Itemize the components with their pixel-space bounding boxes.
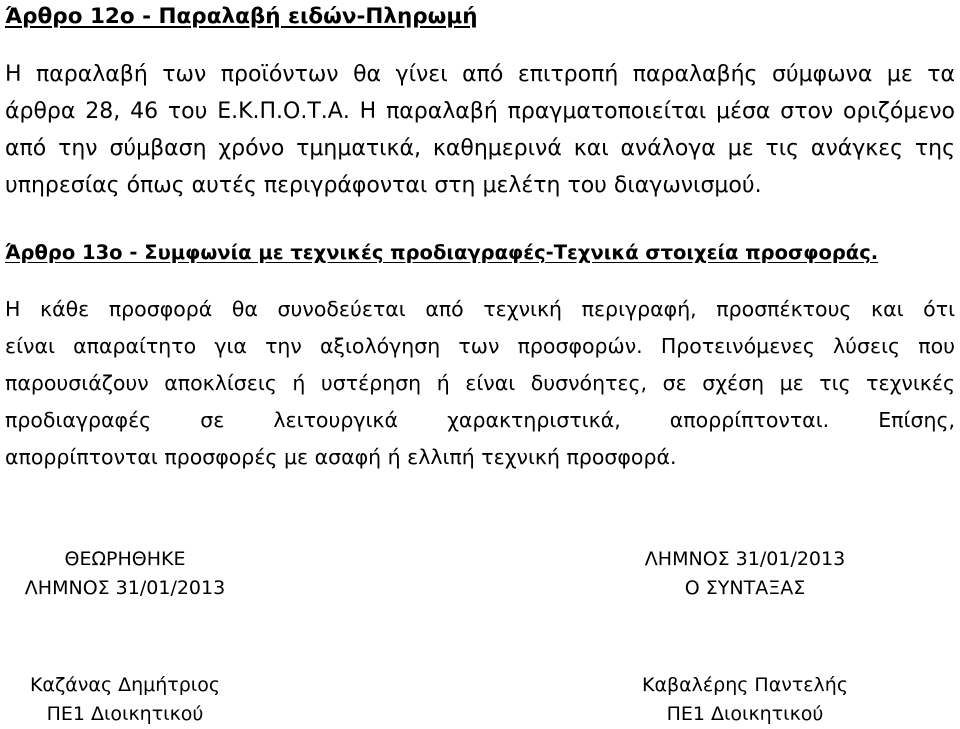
paragraph-line: υπηρεσίας όπως αυτές περιγράφονται στη μελέτη του διαγωνισμού. — [5, 173, 762, 198]
right-signatory-name: Καβαλέρης Παντελής — [641, 674, 848, 696]
paragraph-line: είναι απαραίτητο για την αξιολόγηση των προσφορών. Προτεινόμενες λύσεις που — [5, 334, 955, 358]
left-signatory-name: Καζάνας Δημήτριος — [29, 674, 221, 696]
article-12-heading: Άρθρο 12ο - Παραλαβή ειδών-Πληρωμή — [5, 4, 478, 29]
left-status: ΘΕΩΡΗΘΗΚΕ — [64, 548, 186, 570]
paragraph-line: παρουσιάζουν αποκλίσεις ή υστέρηση ή είναι δυσνόητες, σε σχέση με τις τεχνικές — [5, 371, 955, 395]
paragraph-line: προδιαγραφές σε λειτουργικά χαρακτηριστικά, απορρίπτονται. Επίσης, — [5, 408, 955, 432]
right-signature-header — [615, 545, 875, 603]
paragraph-line: Η κάθε προσφορά θα συνοδεύεται από τεχνική περιγραφή, προσπέκτους και ότι — [5, 297, 955, 321]
paragraph-line: άρθρα 28, 46 του Ε.Κ.Π.Ο.Τ.Α. Η παραλαβή πραγματοποιείται μέσα στον οριζόμενο — [5, 99, 955, 124]
article-13-paragraph — [5, 291, 955, 476]
right-signatory — [615, 671, 875, 729]
paragraph-line: από την σύμβαση χρόνο τμηματικά, καθημερινά και ανάλογα με τις ανάγκες της — [5, 136, 955, 161]
left-place-date: ΛΗΜΝΟΣ 31/01/2013 — [24, 577, 226, 599]
article-12-paragraph — [5, 56, 955, 204]
left-signature-header — [5, 545, 245, 603]
paragraph-line: απορρίπτονται προσφορές με ασαφή ή ελλιπή τεχνική προσφορά. — [5, 445, 677, 469]
left-signatory-title: ΠΕ1 Διοικητικού — [46, 703, 204, 725]
paragraph-line: Η παραλαβή των προϊόντων θα γίνει από επιτροπή παραλαβής σύμφωνα με τα — [5, 62, 955, 87]
left-signatory — [5, 671, 245, 729]
right-place-date: ΛΗΜΝΟΣ 31/01/2013 — [644, 548, 846, 570]
right-status: Ο ΣΥΝΤΑΞΑΣ — [684, 577, 806, 599]
right-signatory-title: ΠΕ1 Διοικητικού — [666, 703, 824, 725]
article-13-heading: Άρθρο 13ο - Συμφωνία με τεχνικές προδιαγραφές-Τεχνικά στοιχεία προσφοράς. — [5, 241, 879, 264]
